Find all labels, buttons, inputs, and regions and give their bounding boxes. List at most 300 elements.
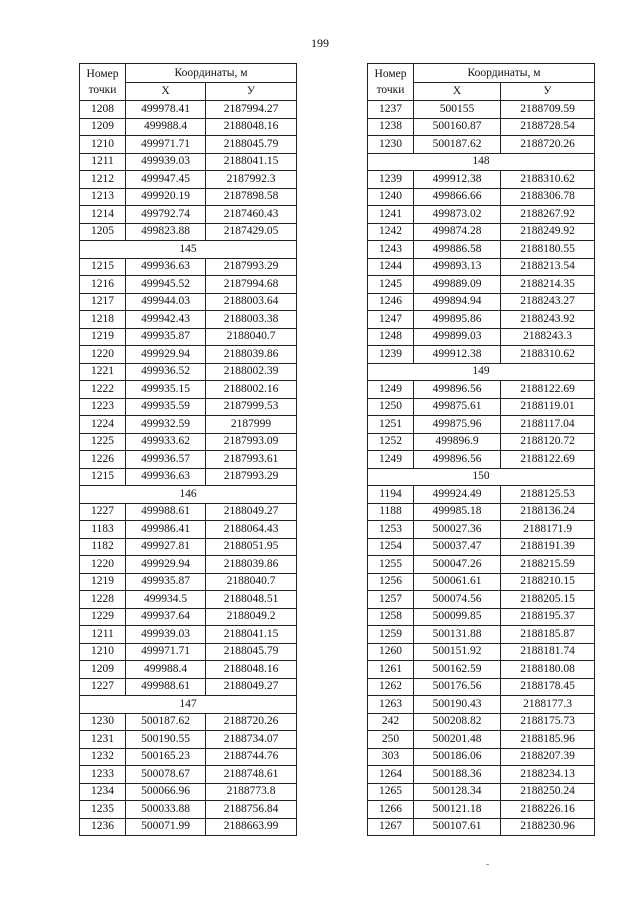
x-coordinate-cell: 499942.43 — [126, 311, 206, 329]
y-coordinate-cell: 2188136.24 — [501, 503, 595, 521]
y-coordinate-cell: 2188243.27 — [501, 293, 595, 311]
point-number-cell: 1263 — [368, 696, 414, 714]
point-number-cell: 1213 — [80, 188, 126, 206]
y-coordinate-cell: 2188064.43 — [206, 521, 297, 539]
y-coordinate-cell: 2188117.04 — [501, 416, 595, 434]
x-coordinate-cell: 499929.94 — [126, 556, 206, 574]
x-coordinate-cell: 499920.19 — [126, 188, 206, 206]
y-coordinate-cell: 2187460.43 — [206, 206, 297, 224]
table-row — [80, 626, 297, 644]
table-row — [80, 503, 297, 521]
table-row — [368, 486, 595, 504]
x-coordinate-cell: 500078.67 — [126, 766, 206, 784]
y-coordinate-cell: 2188175.73 — [501, 713, 595, 731]
group-number: 150 — [368, 468, 595, 486]
x-coordinate-cell: 499912.38 — [414, 171, 501, 189]
point-number-cell: 1215 — [80, 468, 126, 486]
column-header-y: У — [501, 82, 595, 101]
y-coordinate-cell: 2188171.9 — [501, 521, 595, 539]
x-coordinate-cell: 500107.61 — [414, 818, 501, 836]
point-number-cell: 1229 — [80, 608, 126, 626]
table-row — [368, 258, 595, 276]
x-coordinate-cell: 499978.41 — [126, 101, 206, 119]
x-coordinate-cell: 499875.96 — [414, 416, 501, 434]
y-coordinate-cell: 2188002.16 — [206, 381, 297, 399]
y-coordinate-cell: 2187993.29 — [206, 468, 297, 486]
x-coordinate-cell: 499945.52 — [126, 276, 206, 294]
group-header-row — [368, 153, 595, 171]
x-coordinate-cell: 500190.55 — [126, 731, 206, 749]
x-coordinate-cell: 499896.56 — [414, 451, 501, 469]
x-coordinate-cell: 499874.28 — [414, 223, 501, 241]
y-coordinate-cell: 2188049.2 — [206, 608, 297, 626]
point-number-cell: 1246 — [368, 293, 414, 311]
point-number-cell: 1209 — [80, 118, 126, 136]
point-number-cell: 1227 — [80, 503, 126, 521]
y-coordinate-cell: 2188178.45 — [501, 678, 595, 696]
table-row — [368, 206, 595, 224]
x-coordinate-cell: 499936.63 — [126, 258, 206, 276]
y-coordinate-cell: 2187429.05 — [206, 223, 297, 241]
table-row — [80, 766, 297, 784]
x-coordinate-cell: 499934.5 — [126, 591, 206, 609]
y-coordinate-cell: 2188230.96 — [501, 818, 595, 836]
point-number-cell: 1240 — [368, 188, 414, 206]
y-coordinate-cell: 2188185.87 — [501, 626, 595, 644]
table-row — [80, 713, 297, 731]
column-header-point-number: Номер точки — [368, 64, 414, 101]
x-coordinate-cell: 500071.99 — [126, 818, 206, 836]
point-number-cell: 1250 — [368, 398, 414, 416]
point-number-cell: 1218 — [80, 311, 126, 329]
y-coordinate-cell: 2188207.39 — [501, 748, 595, 766]
y-coordinate-cell: 2188756.84 — [206, 801, 297, 819]
point-number-cell: 1212 — [80, 171, 126, 189]
table-row — [368, 451, 595, 469]
x-coordinate-cell: 499912.38 — [414, 346, 501, 364]
table-row — [368, 433, 595, 451]
point-number-cell: 1266 — [368, 801, 414, 819]
y-coordinate-cell: 2187994.68 — [206, 276, 297, 294]
point-number-cell: 1194 — [368, 486, 414, 504]
x-coordinate-cell: 500074.56 — [414, 591, 501, 609]
column-header-coordinates: Координаты, м — [126, 64, 297, 83]
coordinates-table-left — [79, 63, 297, 836]
point-number-cell: 1219 — [80, 328, 126, 346]
table-row — [368, 223, 595, 241]
point-number-cell: 1230 — [368, 136, 414, 154]
table-row — [80, 153, 297, 171]
y-coordinate-cell: 2188250.24 — [501, 783, 595, 801]
x-coordinate-cell: 499823.88 — [126, 223, 206, 241]
scan-speck — [486, 864, 489, 865]
x-coordinate-cell: 499944.03 — [126, 293, 206, 311]
x-coordinate-cell: 499894.94 — [414, 293, 501, 311]
y-coordinate-cell: 2188039.86 — [206, 556, 297, 574]
x-coordinate-cell: 500208.82 — [414, 713, 501, 731]
table-row — [368, 626, 595, 644]
y-coordinate-cell: 2188773.8 — [206, 783, 297, 801]
y-coordinate-cell: 2188003.38 — [206, 311, 297, 329]
point-number-cell: 1220 — [80, 556, 126, 574]
column-header-y: У — [206, 82, 297, 101]
group-number: 147 — [80, 696, 297, 714]
x-coordinate-cell: 500128.34 — [414, 783, 501, 801]
table-row — [80, 293, 297, 311]
point-number-cell: 1260 — [368, 643, 414, 661]
column-header-x: X — [414, 82, 501, 101]
table-row — [80, 643, 297, 661]
y-coordinate-cell: 2188306.78 — [501, 188, 595, 206]
x-coordinate-cell: 500033.88 — [126, 801, 206, 819]
y-coordinate-cell: 2188267.92 — [501, 206, 595, 224]
point-number-cell: 1244 — [368, 258, 414, 276]
x-coordinate-cell: 499924.49 — [414, 486, 501, 504]
y-coordinate-cell: 2188045.79 — [206, 136, 297, 154]
table-row — [80, 591, 297, 609]
y-coordinate-cell: 2188039.86 — [206, 346, 297, 364]
x-coordinate-cell: 499792.74 — [126, 206, 206, 224]
point-number-cell: 1221 — [80, 363, 126, 381]
table-row — [368, 521, 595, 539]
x-coordinate-cell: 499866.66 — [414, 188, 501, 206]
table-row — [80, 328, 297, 346]
x-coordinate-cell: 499935.87 — [126, 328, 206, 346]
point-number-cell: 1235 — [80, 801, 126, 819]
y-coordinate-cell: 2188040.7 — [206, 573, 297, 591]
x-coordinate-cell: 499988.4 — [126, 118, 206, 136]
table-row — [368, 731, 595, 749]
point-number-cell: 1216 — [80, 276, 126, 294]
x-coordinate-cell: 499985.18 — [414, 503, 501, 521]
table-row — [80, 468, 297, 486]
table-row — [368, 381, 595, 399]
point-number-cell: 1237 — [368, 101, 414, 119]
table-row — [368, 171, 595, 189]
y-coordinate-cell: 2188048.16 — [206, 661, 297, 679]
x-coordinate-cell: 500027.36 — [414, 521, 501, 539]
table-row — [80, 801, 297, 819]
x-coordinate-cell: 499929.94 — [126, 346, 206, 364]
point-number-cell: 1228 — [80, 591, 126, 609]
group-header-row — [80, 241, 297, 259]
table-row — [80, 661, 297, 679]
point-number-cell: 1217 — [80, 293, 126, 311]
table-row — [368, 713, 595, 731]
point-number-cell: 1245 — [368, 276, 414, 294]
y-coordinate-cell: 2188125.53 — [501, 486, 595, 504]
table-row — [80, 258, 297, 276]
y-coordinate-cell: 2187993.61 — [206, 451, 297, 469]
y-coordinate-cell: 2188119.01 — [501, 398, 595, 416]
y-coordinate-cell: 2187999.53 — [206, 398, 297, 416]
point-number-cell: 1226 — [80, 451, 126, 469]
table-row — [368, 748, 595, 766]
y-coordinate-cell: 2187993.29 — [206, 258, 297, 276]
x-coordinate-cell: 500162.59 — [414, 661, 501, 679]
point-number-cell: 1247 — [368, 311, 414, 329]
y-coordinate-cell: 2188041.15 — [206, 153, 297, 171]
y-coordinate-cell: 2188243.92 — [501, 311, 595, 329]
group-number: 145 — [80, 241, 297, 259]
x-coordinate-cell: 500187.62 — [414, 136, 501, 154]
x-coordinate-cell: 499939.03 — [126, 153, 206, 171]
y-coordinate-cell: 2188663.99 — [206, 818, 297, 836]
table-row — [80, 206, 297, 224]
table-row — [80, 398, 297, 416]
y-coordinate-cell: 2187992.3 — [206, 171, 297, 189]
point-number-cell: 1264 — [368, 766, 414, 784]
table-row — [80, 136, 297, 154]
table-row — [368, 328, 595, 346]
x-coordinate-cell: 499971.71 — [126, 136, 206, 154]
point-number-cell: 1243 — [368, 241, 414, 259]
table-row — [368, 766, 595, 784]
point-number-cell: 1183 — [80, 521, 126, 539]
table-row — [368, 801, 595, 819]
y-coordinate-cell: 2188249.92 — [501, 223, 595, 241]
table-row — [80, 731, 297, 749]
point-number-cell: 1227 — [80, 678, 126, 696]
point-number-cell: 1248 — [368, 328, 414, 346]
table-row — [80, 678, 297, 696]
y-coordinate-cell: 2188120.72 — [501, 433, 595, 451]
x-coordinate-cell: 499971.71 — [126, 643, 206, 661]
y-coordinate-cell: 2188748.61 — [206, 766, 297, 784]
point-number-cell: 1208 — [80, 101, 126, 119]
x-coordinate-cell: 499896.9 — [414, 433, 501, 451]
table-row — [80, 783, 297, 801]
point-number-cell: 250 — [368, 731, 414, 749]
x-coordinate-cell: 499939.03 — [126, 626, 206, 644]
y-coordinate-cell: 2188049.27 — [206, 678, 297, 696]
y-coordinate-cell: 2187999 — [206, 416, 297, 434]
table-row — [80, 608, 297, 626]
y-coordinate-cell: 2188215.59 — [501, 556, 595, 574]
y-coordinate-cell: 2188310.62 — [501, 171, 595, 189]
column-header-point-number: Номер точки — [80, 64, 126, 101]
x-coordinate-cell: 499935.59 — [126, 398, 206, 416]
table-row — [80, 433, 297, 451]
table-row — [80, 556, 297, 574]
table-row — [368, 643, 595, 661]
point-number-cell: 1205 — [80, 223, 126, 241]
x-coordinate-cell: 499936.57 — [126, 451, 206, 469]
point-number-cell: 1182 — [80, 538, 126, 556]
table-row — [368, 573, 595, 591]
x-coordinate-cell: 499895.86 — [414, 311, 501, 329]
y-coordinate-cell: 2188185.96 — [501, 731, 595, 749]
x-coordinate-cell: 499935.15 — [126, 381, 206, 399]
x-coordinate-cell: 499936.52 — [126, 363, 206, 381]
y-coordinate-cell: 2188002.39 — [206, 363, 297, 381]
x-coordinate-cell: 499936.63 — [126, 468, 206, 486]
point-number-cell: 1219 — [80, 573, 126, 591]
point-number-cell: 1257 — [368, 591, 414, 609]
point-number-cell: 1239 — [368, 171, 414, 189]
column-header-x: X — [126, 82, 206, 101]
table-row — [80, 311, 297, 329]
y-coordinate-cell: 2188709.59 — [501, 101, 595, 119]
group-header-row — [80, 696, 297, 714]
table-row — [368, 818, 595, 836]
x-coordinate-cell: 499933.62 — [126, 433, 206, 451]
x-coordinate-cell: 499889.09 — [414, 276, 501, 294]
x-coordinate-cell: 500061.61 — [414, 573, 501, 591]
x-coordinate-cell: 500190.43 — [414, 696, 501, 714]
y-coordinate-cell: 2188040.7 — [206, 328, 297, 346]
y-coordinate-cell: 2188049.27 — [206, 503, 297, 521]
point-number-cell: 1249 — [368, 451, 414, 469]
y-coordinate-cell: 2188210.15 — [501, 573, 595, 591]
point-number-cell: 1253 — [368, 521, 414, 539]
point-number-cell: 1215 — [80, 258, 126, 276]
x-coordinate-cell: 499886.58 — [414, 241, 501, 259]
point-number-cell: 1224 — [80, 416, 126, 434]
column-header-coordinates: Координаты, м — [414, 64, 595, 83]
table-row — [80, 171, 297, 189]
table-row — [368, 503, 595, 521]
x-coordinate-cell: 499899.03 — [414, 328, 501, 346]
table-row — [368, 293, 595, 311]
table-row — [368, 136, 595, 154]
point-number-cell: 1249 — [368, 381, 414, 399]
group-number: 146 — [80, 486, 297, 504]
point-number-cell: 1258 — [368, 608, 414, 626]
y-coordinate-cell: 2187993.09 — [206, 433, 297, 451]
point-number-cell: 1223 — [80, 398, 126, 416]
x-coordinate-cell: 500047.26 — [414, 556, 501, 574]
point-number-cell: 1222 — [80, 381, 126, 399]
y-coordinate-cell: 2188177.3 — [501, 696, 595, 714]
y-coordinate-cell: 2188180.55 — [501, 241, 595, 259]
x-coordinate-cell: 500165.23 — [126, 748, 206, 766]
table-row — [368, 591, 595, 609]
y-coordinate-cell: 2188195.37 — [501, 608, 595, 626]
x-coordinate-cell: 500160.87 — [414, 118, 501, 136]
table-row — [368, 678, 595, 696]
table-row — [368, 188, 595, 206]
x-coordinate-cell: 499988.61 — [126, 678, 206, 696]
table-row — [368, 311, 595, 329]
table-row — [80, 188, 297, 206]
y-coordinate-cell: 2188048.16 — [206, 118, 297, 136]
point-number-cell: 1251 — [368, 416, 414, 434]
y-coordinate-cell: 2188214.35 — [501, 276, 595, 294]
point-number-cell: 1261 — [368, 661, 414, 679]
point-number-cell: 303 — [368, 748, 414, 766]
y-coordinate-cell: 2188122.69 — [501, 381, 595, 399]
group-header-row — [80, 486, 297, 504]
group-number: 148 — [368, 153, 595, 171]
point-number-cell: 1259 — [368, 626, 414, 644]
x-coordinate-cell: 499873.02 — [414, 206, 501, 224]
y-coordinate-cell: 2188191.39 — [501, 538, 595, 556]
page-number: 199 — [311, 36, 329, 50]
y-coordinate-cell: 2188213.54 — [501, 258, 595, 276]
table-row — [80, 363, 297, 381]
table-row — [368, 556, 595, 574]
point-number-cell: 1232 — [80, 748, 126, 766]
group-header-row — [368, 363, 595, 381]
point-number-cell: 1230 — [80, 713, 126, 731]
x-coordinate-cell: 500037.47 — [414, 538, 501, 556]
table-row — [80, 223, 297, 241]
x-coordinate-cell: 500186.06 — [414, 748, 501, 766]
y-coordinate-cell: 2188234.13 — [501, 766, 595, 784]
x-coordinate-cell: 500131.88 — [414, 626, 501, 644]
x-coordinate-cell: 499875.61 — [414, 398, 501, 416]
y-coordinate-cell: 2188728.54 — [501, 118, 595, 136]
x-coordinate-cell: 499988.4 — [126, 661, 206, 679]
y-coordinate-cell: 2188048.51 — [206, 591, 297, 609]
point-number-cell: 1256 — [368, 573, 414, 591]
x-coordinate-cell: 499896.56 — [414, 381, 501, 399]
point-number-cell: 1239 — [368, 346, 414, 364]
table-row — [80, 101, 297, 119]
table-row — [368, 416, 595, 434]
table-row — [80, 416, 297, 434]
point-number-cell: 1209 — [80, 661, 126, 679]
table-row — [80, 521, 297, 539]
table-row — [368, 276, 595, 294]
y-coordinate-cell: 2188051.95 — [206, 538, 297, 556]
y-coordinate-cell: 2188122.69 — [501, 451, 595, 469]
y-coordinate-cell: 2188180.08 — [501, 661, 595, 679]
group-number: 149 — [368, 363, 595, 381]
y-coordinate-cell: 2187994.27 — [206, 101, 297, 119]
table-row — [80, 346, 297, 364]
point-number-cell: 1267 — [368, 818, 414, 836]
table-row — [80, 118, 297, 136]
x-coordinate-cell: 500151.92 — [414, 643, 501, 661]
x-coordinate-cell: 500066.96 — [126, 783, 206, 801]
point-number-cell: 1225 — [80, 433, 126, 451]
x-coordinate-cell: 499932.59 — [126, 416, 206, 434]
x-coordinate-cell: 499947.45 — [126, 171, 206, 189]
y-coordinate-cell: 2188310.62 — [501, 346, 595, 364]
point-number-cell: 242 — [368, 713, 414, 731]
x-coordinate-cell: 499935.87 — [126, 573, 206, 591]
y-coordinate-cell: 2188226.16 — [501, 801, 595, 819]
x-coordinate-cell: 499893.13 — [414, 258, 501, 276]
group-header-row — [368, 468, 595, 486]
point-number-cell: 1242 — [368, 223, 414, 241]
x-coordinate-cell: 499927.81 — [126, 538, 206, 556]
x-coordinate-cell: 500099.85 — [414, 608, 501, 626]
table-row — [80, 748, 297, 766]
x-coordinate-cell: 499937.64 — [126, 608, 206, 626]
y-coordinate-cell: 2188734.07 — [206, 731, 297, 749]
table-row — [368, 661, 595, 679]
table-row — [368, 118, 595, 136]
point-number-cell: 1220 — [80, 346, 126, 364]
table-row — [368, 538, 595, 556]
x-coordinate-cell: 499986.41 — [126, 521, 206, 539]
table-row — [80, 538, 297, 556]
point-number-cell: 1211 — [80, 153, 126, 171]
y-coordinate-cell: 2188045.79 — [206, 643, 297, 661]
point-number-cell: 1214 — [80, 206, 126, 224]
table-row — [80, 451, 297, 469]
y-coordinate-cell: 2188720.26 — [501, 136, 595, 154]
table-row — [80, 276, 297, 294]
y-coordinate-cell: 2188003.64 — [206, 293, 297, 311]
point-number-cell: 1188 — [368, 503, 414, 521]
point-number-cell: 1262 — [368, 678, 414, 696]
table-row — [80, 381, 297, 399]
point-number-cell: 1255 — [368, 556, 414, 574]
